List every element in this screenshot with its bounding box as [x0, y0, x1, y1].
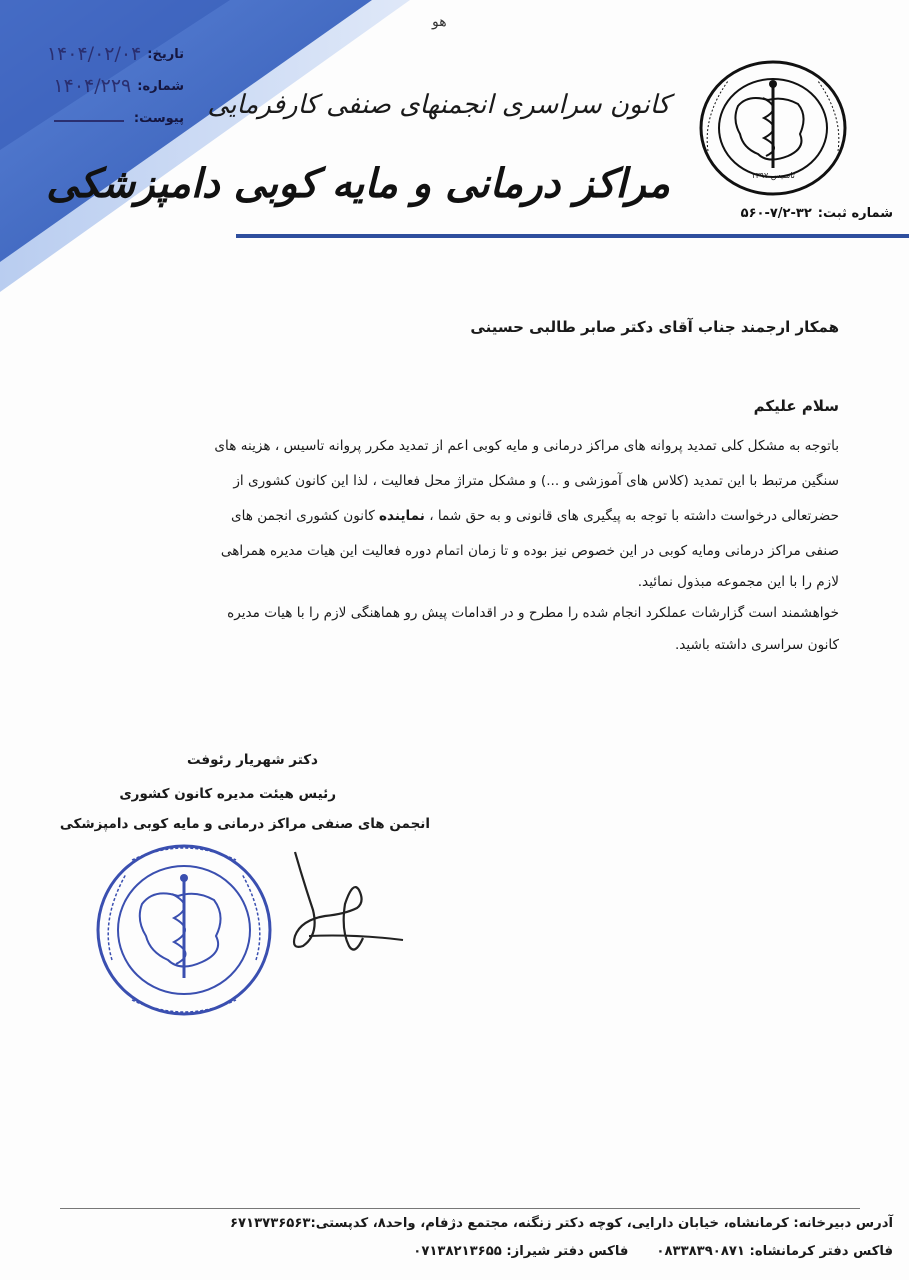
- registration-number: [741, 206, 893, 221]
- paragraph-line-part: کانون کشوری انجمن های: [231, 508, 375, 524]
- org-name-line2: مراکز درمانی و مایه کوبی دامپزشکی: [46, 160, 670, 207]
- handwritten-note: هو: [432, 14, 447, 30]
- org-logo-seal: [688, 56, 863, 201]
- paragraph-line: صنفی مراکز درمانی ومایه کوبی در این خصوص نیز بوده و تا زمان اتمام دوره فعالیت این هیات مدیره همراهی: [220, 543, 839, 559]
- org-name-line1: کانون سراسری انجمنهای صنفی کارفرمایی: [207, 90, 670, 120]
- paragraph-line-part: حضرتعالی درخواست داشته با توجه به پیگیری های قانونی و به حق شما ،: [429, 508, 839, 524]
- paragraph-line: خواهشمند است گزارشات عملکرد انجام شده را مطرح و در اقدامات پیش رو هماهنگی لازم را با هیات مدیره: [227, 605, 839, 621]
- footer-fax-row: [413, 1244, 893, 1259]
- registration-label: شماره ثبت:: [817, 206, 893, 221]
- paragraph-line: کانون سراسری داشته باشید.: [674, 637, 839, 653]
- paragraph-line: سنگین مرتبط با این تمدید (کلاس های آموزشی و ...) و مشکل متراژ محل فعالیت ، لذا این کانون کشوری از: [233, 473, 839, 489]
- signer-name: دکتر شهریار رئوفت: [186, 752, 318, 768]
- signature-block: [59, 752, 430, 852]
- attachment-label: پیوست:: [133, 110, 184, 126]
- svg-text:تاسیس ۱۳۹۷: تاسیس ۱۳۹۷: [751, 171, 795, 180]
- number-label: شماره:: [137, 78, 184, 94]
- paragraph-line: [231, 508, 839, 524]
- signer-title: رئیس هیئت مدیره کانون کشوری: [119, 786, 336, 802]
- salutation: همکار ارجمند جناب آقای دکتر صابر طالبی حسینی: [470, 318, 839, 336]
- attachment-blank-line: [54, 120, 124, 122]
- date-row: [14, 38, 184, 70]
- footer-address: آدرس دبیرخانه: کرمانشاه، خیابان دارایی، کوچه دکتر زنگنه، مجتمع دژفام، واحد۸، کدپستی:۶۷۱۳۷۳۶۵۶۳: [229, 1216, 893, 1231]
- number-row: [14, 70, 184, 102]
- bold-word: نماینده: [379, 508, 425, 524]
- signer-org: انجمن های صنفی مراکز درمانی و مایه کوبی دامپزشکی: [59, 816, 430, 832]
- number-value: ۱۴۰۴/۲۲۹: [53, 75, 132, 97]
- letter-meta: [14, 38, 184, 134]
- paragraph-line: لازم را با این مجموعه مبذول نمائید.: [637, 574, 839, 590]
- registration-value: ۳۲-۷/۲-۵۶۰: [740, 206, 812, 221]
- footer-divider: [60, 1208, 860, 1209]
- greeting: سلام علیکم: [753, 397, 839, 415]
- attachment-row: [14, 102, 184, 134]
- official-stamp: [92, 840, 277, 1020]
- paragraph-line: باتوجه به مشکل کلی تمدید پروانه های مراکز درمانی و مایه کوبی اعم از تمدید مکرر پروانه تاسیس ، هزینه های: [214, 438, 839, 454]
- handwritten-signature: [285, 850, 410, 960]
- header-divider: [236, 234, 909, 238]
- fax-shiraz: فاکس دفتر شیراز: ۰۷۱۳۸۲۱۳۶۵۵: [413, 1244, 629, 1259]
- date-value: ۱۴۰۴/۰۲/۰۴: [46, 43, 142, 65]
- date-label: تاریخ:: [147, 46, 184, 62]
- fax-kermanshah: فاکس دفتر کرمانشاه: ۰۸۳۳۸۳۹۰۸۷۱: [656, 1244, 893, 1259]
